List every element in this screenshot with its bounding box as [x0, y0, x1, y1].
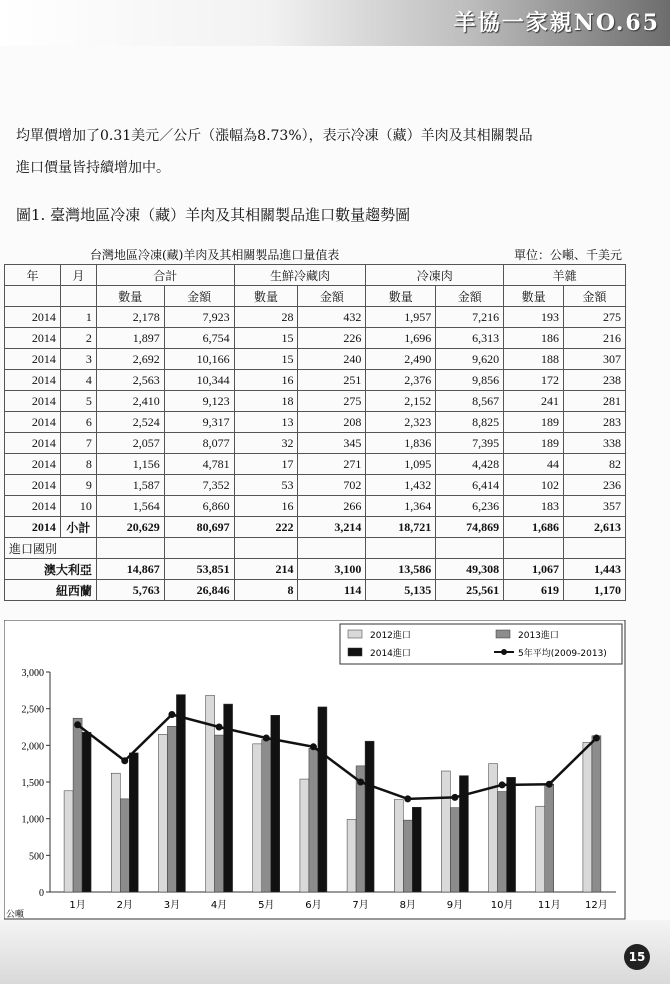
bar [271, 715, 280, 892]
figure-title: 圖1. 臺灣地區冷凍（藏）羊肉及其相關製品進口數量趨勢圖 [16, 206, 411, 224]
table-row [5, 496, 626, 517]
average-point [310, 743, 317, 750]
cell-value: 283 [564, 412, 626, 433]
cell-value: 10,344 [164, 370, 234, 391]
cell-value: 2,490 [366, 349, 436, 370]
cell-value: 1,067 [504, 559, 564, 580]
cell-value: 8 [234, 580, 298, 601]
x-tick-label: 9月 [446, 900, 464, 911]
empty-cell [504, 538, 564, 559]
x-tick-label: 6月 [305, 900, 322, 911]
average-point [404, 795, 411, 802]
y-tick-label: 500 [29, 851, 44, 863]
sub-header-row [5, 286, 626, 307]
bar [73, 718, 82, 892]
cell-value: 275 [298, 391, 366, 412]
subtotal-row [5, 517, 626, 538]
bar [82, 732, 91, 892]
table-row [5, 391, 626, 412]
cell-value: 193 [504, 307, 564, 328]
sub-header-qty: 數量 [234, 286, 298, 307]
legend-label: 2013進口 [518, 631, 559, 641]
empty-cell [298, 538, 366, 559]
cell-value: 28 [234, 307, 298, 328]
cell-value: 9,620 [436, 349, 504, 370]
bar [253, 744, 262, 892]
x-tick-label: 7月 [352, 900, 369, 911]
cell-value: 7,216 [436, 307, 504, 328]
cell-value: 80,697 [164, 517, 234, 538]
cell-year: 2014 [5, 454, 61, 475]
header-month: 月 [60, 265, 96, 286]
bar [262, 739, 271, 892]
sub-header-amount: 金額 [298, 286, 366, 307]
cell-value: 172 [504, 370, 564, 391]
x-tick-label: 3月 [163, 900, 181, 911]
legend-label: 5年平均(2009-2013) [518, 649, 607, 659]
average-point [593, 735, 600, 742]
bar [129, 753, 138, 892]
cell-month: 1 [60, 307, 96, 328]
cell-value: 44 [504, 454, 564, 475]
legend-swatch [501, 649, 507, 655]
cell-value: 18,721 [366, 517, 436, 538]
bar [176, 695, 185, 892]
y-tick-label: 1,500 [21, 778, 44, 789]
cell-value: 102 [504, 475, 564, 496]
cell-value: 74,869 [436, 517, 504, 538]
table-row [5, 412, 626, 433]
cell-year: 2014 [5, 349, 61, 370]
table-row [5, 475, 626, 496]
cell-value: 16 [234, 370, 298, 391]
y-tick-label: 1,000 [21, 814, 44, 826]
bar [215, 735, 224, 892]
cell-value: 338 [564, 433, 626, 454]
legend-label: 2012進口 [370, 631, 411, 641]
cell-value: 1,432 [366, 475, 436, 496]
cell-value: 15 [234, 349, 298, 370]
cell-value: 2,524 [96, 412, 164, 433]
cell-value: 189 [504, 433, 564, 454]
bar [224, 704, 233, 892]
country-row [5, 559, 626, 580]
sub-header-amount: 金額 [164, 286, 234, 307]
bar [158, 734, 167, 892]
country-row [5, 580, 626, 601]
import-table [4, 264, 626, 601]
chart-svg [4, 620, 626, 920]
cell-month: 5 [60, 391, 96, 412]
magazine-title: 羊協一家親NO.65 [453, 10, 660, 36]
bar [545, 784, 554, 892]
cell-value: 4,781 [164, 454, 234, 475]
header-chilled: 生鮮冷藏肉 [234, 265, 366, 286]
average-point [451, 794, 458, 801]
header-year: 年 [5, 265, 61, 286]
cell-value: 6,236 [436, 496, 504, 517]
cell-value: 8,077 [164, 433, 234, 454]
cell-value: 2,563 [96, 370, 164, 391]
empty-cell [164, 538, 234, 559]
bar [318, 707, 327, 892]
cell-value: 241 [504, 391, 564, 412]
page-number: 15 [624, 944, 650, 970]
bar [498, 792, 507, 892]
cell-value: 82 [564, 454, 626, 475]
x-tick-label: 4月 [210, 900, 228, 911]
cell-value: 186 [504, 328, 564, 349]
y-tick-label: 3,000 [21, 668, 44, 679]
cell-value: 281 [564, 391, 626, 412]
cell-month: 9 [60, 475, 96, 496]
sub-header-qty: 數量 [366, 286, 436, 307]
average-point [263, 735, 270, 742]
footer-decoration [0, 920, 670, 984]
cell-year: 2014 [5, 328, 61, 349]
cell-value: 2,692 [96, 349, 164, 370]
bar [592, 736, 601, 892]
table-row [5, 433, 626, 454]
cell-value: 10,166 [164, 349, 234, 370]
cell-value: 2,057 [96, 433, 164, 454]
cell-value: 114 [298, 580, 366, 601]
legend-swatch [348, 648, 362, 656]
x-tick-label: 5月 [258, 900, 275, 911]
cell-value: 251 [298, 370, 366, 391]
cell-value: 9,317 [164, 412, 234, 433]
sub-header-qty: 數量 [504, 286, 564, 307]
cell-value: 2,376 [366, 370, 436, 391]
cell-value: 1,170 [564, 580, 626, 601]
cell-country-name: 澳大利亞 [5, 559, 97, 580]
cell-month: 10 [60, 496, 96, 517]
cell-value: 702 [298, 475, 366, 496]
cell-value: 6,414 [436, 475, 504, 496]
empty-cell [436, 538, 504, 559]
average-point [357, 779, 364, 786]
cell-value: 8,567 [436, 391, 504, 412]
table-row [5, 349, 626, 370]
cell-value: 1,696 [366, 328, 436, 349]
cell-country-name: 紐西蘭 [5, 580, 97, 601]
cell-country-header: 進口國別 [5, 538, 97, 559]
import-chart [4, 620, 626, 920]
cell-value: 345 [298, 433, 366, 454]
cell-value: 18 [234, 391, 298, 412]
cell-value: 7,352 [164, 475, 234, 496]
cell-value: 357 [564, 496, 626, 517]
cell-value: 216 [564, 328, 626, 349]
cell-value: 3,100 [298, 559, 366, 580]
bar [412, 807, 421, 892]
empty-cell [96, 538, 164, 559]
cell-value: 271 [298, 454, 366, 475]
y-tick-label: 0 [39, 888, 44, 899]
average-point [499, 781, 506, 788]
cell-value: 14,867 [96, 559, 164, 580]
average-point [74, 721, 81, 728]
cell-value: 6,313 [436, 328, 504, 349]
bar [167, 726, 176, 892]
cell-year: 2014 [5, 475, 61, 496]
body-line-2: 進口價量皆持續增加中。 [16, 160, 170, 176]
cell-value: 1,587 [96, 475, 164, 496]
cell-value: 13 [234, 412, 298, 433]
empty-cell [60, 286, 96, 307]
cell-value: 1,364 [366, 496, 436, 517]
bar [450, 808, 459, 892]
cell-value: 4,428 [436, 454, 504, 475]
cell-value: 53 [234, 475, 298, 496]
header-total: 合計 [96, 265, 234, 286]
cell-value: 208 [298, 412, 366, 433]
y-axis-unit: 公噸 [6, 910, 25, 920]
bar [536, 806, 545, 892]
cell-year: 2014 [5, 496, 61, 517]
bar [403, 820, 412, 892]
cell-year: 2014 [5, 412, 61, 433]
cell-value: 275 [564, 307, 626, 328]
sub-header-amount: 金額 [564, 286, 626, 307]
cell-value: 222 [234, 517, 298, 538]
cell-value: 7,923 [164, 307, 234, 328]
cell-value: 1,686 [504, 517, 564, 538]
cell-value: 1,156 [96, 454, 164, 475]
cell-value: 307 [564, 349, 626, 370]
cell-value: 1,564 [96, 496, 164, 517]
empty-cell [366, 538, 436, 559]
bar [347, 819, 356, 892]
cell-value: 9,856 [436, 370, 504, 391]
cell-year: 2014 [5, 370, 61, 391]
sub-header-qty: 數量 [96, 286, 164, 307]
header-bar [0, 0, 670, 46]
legend-swatch [496, 630, 510, 638]
header-offal: 羊雜 [504, 265, 626, 286]
empty-cell [564, 538, 626, 559]
bar [111, 773, 120, 892]
cell-value: 17 [234, 454, 298, 475]
cell-value: 20,629 [96, 517, 164, 538]
cell-month: 4 [60, 370, 96, 391]
body-paragraph [16, 120, 656, 184]
cell-value: 432 [298, 307, 366, 328]
cell-value: 49,308 [436, 559, 504, 580]
header-frozen: 冷凍肉 [366, 265, 504, 286]
cell-value: 188 [504, 349, 564, 370]
bar [309, 748, 318, 892]
cell-value: 2,152 [366, 391, 436, 412]
cell-value: 5,135 [366, 580, 436, 601]
cell-value: 226 [298, 328, 366, 349]
cell-value: 6,860 [164, 496, 234, 517]
average-point [546, 781, 553, 788]
cell-value: 236 [564, 475, 626, 496]
table-row [5, 370, 626, 391]
cell-month: 7 [60, 433, 96, 454]
table-caption: 台灣地區冷凍(藏)羊肉及其相關製品進口量值表 [90, 248, 340, 262]
average-point [121, 757, 128, 764]
cell-value: 1,836 [366, 433, 436, 454]
cell-year: 2014 [5, 433, 61, 454]
cell-value: 238 [564, 370, 626, 391]
empty-cell [5, 286, 61, 307]
bar [300, 779, 309, 892]
cell-value: 266 [298, 496, 366, 517]
legend-swatch [348, 630, 362, 638]
cell-value: 183 [504, 496, 564, 517]
cell-value: 3,214 [298, 517, 366, 538]
legend-label: 2014進口 [370, 649, 411, 659]
cell-value: 26,846 [164, 580, 234, 601]
bar [394, 800, 403, 892]
cell-value: 16 [234, 496, 298, 517]
empty-cell [234, 538, 298, 559]
bar [120, 799, 129, 892]
cell-value: 15 [234, 328, 298, 349]
cell-value: 6,754 [164, 328, 234, 349]
cell-value: 13,586 [366, 559, 436, 580]
x-tick-label: 12月 [585, 900, 608, 911]
table-row [5, 454, 626, 475]
x-tick-label: 2月 [116, 900, 133, 911]
cell-value: 1,897 [96, 328, 164, 349]
bar [441, 771, 450, 892]
cell-value: 25,561 [436, 580, 504, 601]
cell-value: 7,395 [436, 433, 504, 454]
x-tick-label: 1月 [69, 900, 86, 911]
table-unit: 單位：公噸、千美元 [513, 248, 622, 262]
cell-value: 214 [234, 559, 298, 580]
bar [583, 742, 592, 892]
cell-value: 2,410 [96, 391, 164, 412]
cell-value: 8,825 [436, 412, 504, 433]
table-body [5, 307, 626, 601]
cell-value: 1,095 [366, 454, 436, 475]
cell-value: 2,613 [564, 517, 626, 538]
x-tick-label: 10月 [490, 900, 514, 911]
table-row [5, 328, 626, 349]
cell-value: 9,123 [164, 391, 234, 412]
cell-year: 2014 [5, 391, 61, 412]
cell-value: 53,851 [164, 559, 234, 580]
cell-value: 5,763 [96, 580, 164, 601]
country-header-row [5, 538, 626, 559]
sub-header-amount: 金額 [436, 286, 504, 307]
cell-value: 189 [504, 412, 564, 433]
cell-value: 619 [504, 580, 564, 601]
x-tick-label: 11月 [537, 900, 561, 911]
average-point [168, 711, 175, 718]
cell-month: 8 [60, 454, 96, 475]
cell-year: 2014 [5, 307, 61, 328]
y-tick-label: 2,000 [21, 741, 44, 753]
cell-value: 1,443 [564, 559, 626, 580]
body-line-1: 均單價增加了0.31美元／公斤（漲幅為8.73%），表示冷凍（藏）羊肉及其相關製品 [16, 128, 533, 144]
cell-month: 3 [60, 349, 96, 370]
bar [489, 764, 498, 892]
cell-value: 1,957 [366, 307, 436, 328]
bar [365, 741, 374, 892]
average-point [216, 724, 223, 731]
bar [64, 791, 73, 892]
cell-month: 2 [60, 328, 96, 349]
bar [507, 777, 516, 892]
cell-year: 2014 [5, 517, 61, 538]
cell-subtotal-label: 小計 [60, 517, 96, 538]
cell-month: 6 [60, 412, 96, 433]
cell-value: 32 [234, 433, 298, 454]
x-tick-label: 8月 [399, 900, 416, 911]
table-row [5, 307, 626, 328]
cell-value: 2,178 [96, 307, 164, 328]
cell-value: 2,323 [366, 412, 436, 433]
y-tick-label: 2,500 [21, 704, 44, 716]
cell-value: 240 [298, 349, 366, 370]
